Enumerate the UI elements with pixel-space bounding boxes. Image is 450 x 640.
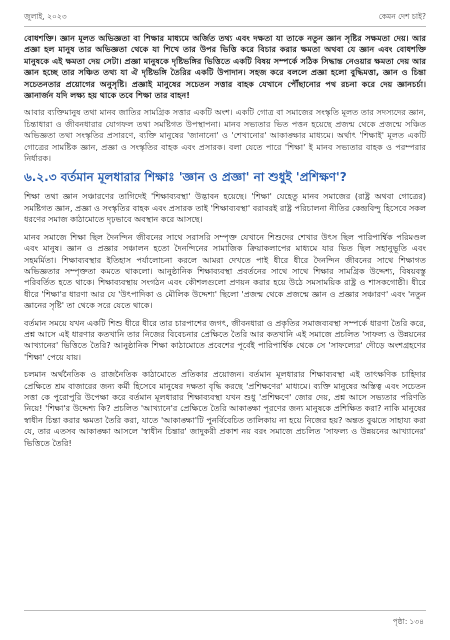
paragraph-child: বর্তমান সময়ে যখন একটি শিশু ধীরে ধীরে তার চারপাশের জগৎ, জীবনধারা ও প্রকৃতির সমাজব্যবস্থা সম্পর্কে ধারণা তৈরি করে, প্রশ্ন আসে এই ধারণার কতখানি তার নিজের বিবেচনার প্রেক্ষিতে তৈরি আর কতখানি এই সমাজে প্রচলিত 'সাফল্য ও উন্নয়নের আখ্যানের' ভিত্তিতে তৈরি? আনুষ্ঠানিক শিক্ষা কাঠামোতে প্রবেশের পূর্বেই পারিপার্শ্বিক থেকে সে 'সাফল্যের' দৌড়ে অংশগ্রহণের 'শিক্ষা' পেয়ে যায়। (24, 317, 426, 362)
section-heading: ৬.২.৩ বর্তমান মূলধারার শিক্ষাঃ 'জ্ঞান ও প্রজ্ঞা' না শুধুই 'প্রশিক্ষণ'? (24, 170, 347, 185)
paragraph-education-system: শিক্ষা তথা জ্ঞান সঞ্চারণের তাগিদেই 'শিক্ষাব্যবস্থা' উদ্ভাবন হয়েছে। 'শিক্ষা' যেহেতু মানব সমাজের (রাষ্ট্র অথবা গোত্রের) সমষ্টিগত জ্ঞান, প্রজ্ঞা ও সংস্কৃতির বাহক এবং প্রসারক তাই 'শিক্ষাব্যবস্থা' বরাবরই রাষ্ট্র পরিচালনা নীতির কেন্দ্রবিন্দু হিসেবে সকল ধরণের সমাজ কাঠামোতে দৃঢ়ভাবে অবস্থান করে আসছে। (24, 191, 426, 225)
paragraph-history: মানব সমাজে শিক্ষা ছিল দৈনন্দিন জীবনের সাথে সরাসরি সম্পৃক্ত যেখানে শিশুদের শেখার উৎস ছিল পারিপার্শ্বিক পরিমণ্ডল এবং মানুষ। জ্ঞান ও প্রজ্ঞার সঞ্চালন হতো দৈনন্দিনের সামাজিক ক্রিয়াকলাপের মাধ্যমে যার ভিত ছিল সহানুভূতি এবং সহমর্মিতা। শিক্ষাব্যবস্থার ইতিহাস পর্যালোচনা করলে আমরা দেখতে পাই ধীরে ধীরে দৈনন্দিন জীবনের সাথে শিক্ষাগত অভিজ্ঞতার সম্পৃক্ততা কমতে থাকলো। আনুষ্ঠানিক শিক্ষাব্যবস্থা প্রবর্তনের সাথে সাথে শিক্ষার সামগ্রিক উদ্দেশ্য, বিষয়বস্তু পরিবর্তিত হতে থাকে। শিক্ষাব্যবস্থায় সংগঠন এবং কৌশলগুলো প্রণয়ন করার হয়ে উঠে সমসাময়িক রাষ্ট্র ও শাসকগোষ্ঠী। ধীরে ধীরে 'শিক্ষা'র ধারণা আর যে 'উৎপাদিকা ও মৌলিক উদ্দেশ্য' ছিলো 'প্রজন্ম থেকে প্রজন্মে জ্ঞান ও প্রজ্ঞার সঞ্চারণ' এবং 'নতুন জ্ঞানের সৃষ্টি' তা থেকে সরে যেতে থাকে। (24, 231, 426, 311)
paragraph-culture: আবার ব্যক্তিমানুষ তথা মানব জাতির সামগ্রিক সত্তার একটি অংশ। একটি গোত্র বা সমাজের সংস্কৃতি মূলত তার সদস্যদের জ্ঞান, চিন্তাধারা ও জীবনধারার যোগফল তথা সমষ্টিগত উপস্থাপনা। মানব সভ্যতার ভিত পত্তন হয়েছে প্রজন্ম থেকে প্রজন্মে সঞ্চিত অভিজ্ঞতা তথা সংস্কৃতির প্রসারণে, ব্যক্তি মানুষের 'জানানো' ও 'শেখানোর' আকাঙ্ক্ষার মাধ্যমে। অর্থাৎ 'শিক্ষাই' মূলত একটি গোত্রের সামষ্টিক জ্ঞান, প্রজ্ঞা ও সংস্কৃতির বাহক এবং প্রসারক। বলা যেতে পারে 'শিক্ষা' ই মানব সভ্যতার বাহক ও পরম্পরার নির্ধারক। (24, 107, 426, 164)
article-body (24, 33, 426, 455)
page-number (393, 617, 424, 629)
footer-divider (24, 610, 426, 611)
header-divider (24, 26, 426, 27)
header-title: কেমন দেশ চাই? (378, 12, 426, 21)
page-number-value: ১৩৪ (409, 617, 424, 626)
paragraph-knowledge-wisdom: বোধশক্তি। জ্ঞান মূলত অভিজ্ঞতা বা শিক্ষার মাধ্যমে অর্জিত তথ্য এবং দক্ষতা যা তাকে নতুন জ্ঞান সৃষ্টির সক্ষমতা দেয়। আর প্রজ্ঞা হল মানুষ তার অভিজ্ঞতা থেকে যা শিখে তার উপর ভিত্তি করে বিচার করার ক্ষমতা অথবা যে জ্ঞান এবং বোধশক্তি মানুষকে এই ক্ষমতা দেয় সেটা। প্রজ্ঞা মানুষকে দৃষ্টিভঙ্গির ভিত্তিতে একটি বিষয় সম্পর্কে সঠিক সিদ্ধান্ত নেওয়ার ক্ষমতা দেয় আর জ্ঞান হচ্ছে তার সঞ্চিত তথ্য যা ঐ দৃষ্টিভঙ্গি তৈরির একটি উপাদান। সহজ করে বললে প্রজ্ঞা হলো বুদ্ধিমত্তা, জ্ঞান ও চিন্তা সচেতনতার প্রয়োগের অনুসৃষ্টি। প্রজ্ঞাই মানুষের সচেতন সত্তার বাহক যেখানে পৌঁছানোর পথ রচনা করে দেয় জ্ঞানচর্চা। জ্ঞানার্জন যদি লক্ষ্য হয় থাকে তবে শিক্ষা তার বাহন! (24, 33, 426, 101)
header-date: জুলাই, ২০২৩ (24, 12, 67, 21)
paragraph-training: চলমান অর্থনৈতিক ও রাজনৈতিক কাঠামোতে প্রতিকার প্রয়োজন। বর্তমান মূলধারার শিক্ষাব্যবস্থা এই তাৎক্ষণিক চাহিদার প্রেক্ষিতে শ্রম বাজারের জন্য কর্মী হিসেবে মানুষের দক্ষতা বৃদ্ধি করছে 'প্রশিক্ষণের' মাধ্যমে। ব্যক্তি মানুষের অস্তিত্ব এবং সচেতন সত্তা কে পুরোপুরি উপেক্ষা করে বর্তমান মূলধারার শিক্ষাব্যবস্থা যখন শুধু 'প্রশিক্ষণে' জোর দেয়, প্রশ্ন আসে সভ্যতার পরিণতি নিয়ে! 'শিক্ষা'র উদ্দেশ্য কি? প্রচলিত 'আখ্যানে'র প্রেক্ষিতে তৈরি আকাঙ্ক্ষা পূরণের জন্য মানুষকে প্রশিক্ষিত করা? নাকি মানুষের স্বাধীন চিন্তা করার ক্ষমতা তৈরি করা, যাতে 'আকাঙ্ক্ষা'টি পুনর্বিবেচিত তালিকায় না হয়ে নিজের হয়? অন্তত বুঝতে সাহায্য করা যে, তার এতসব আকাঙ্ক্ষা আসলে 'স্বাধীন চিন্তার' জাদুকরী প্রকাশ নয় বরং সমাজে প্রচলিত 'সাফল্য ও উন্নয়নের আখ্যানের' ভিত্তিতে তৈরি! (24, 369, 426, 448)
page-label: পৃষ্ঠা: (392, 617, 408, 626)
page-header (24, 10, 426, 24)
